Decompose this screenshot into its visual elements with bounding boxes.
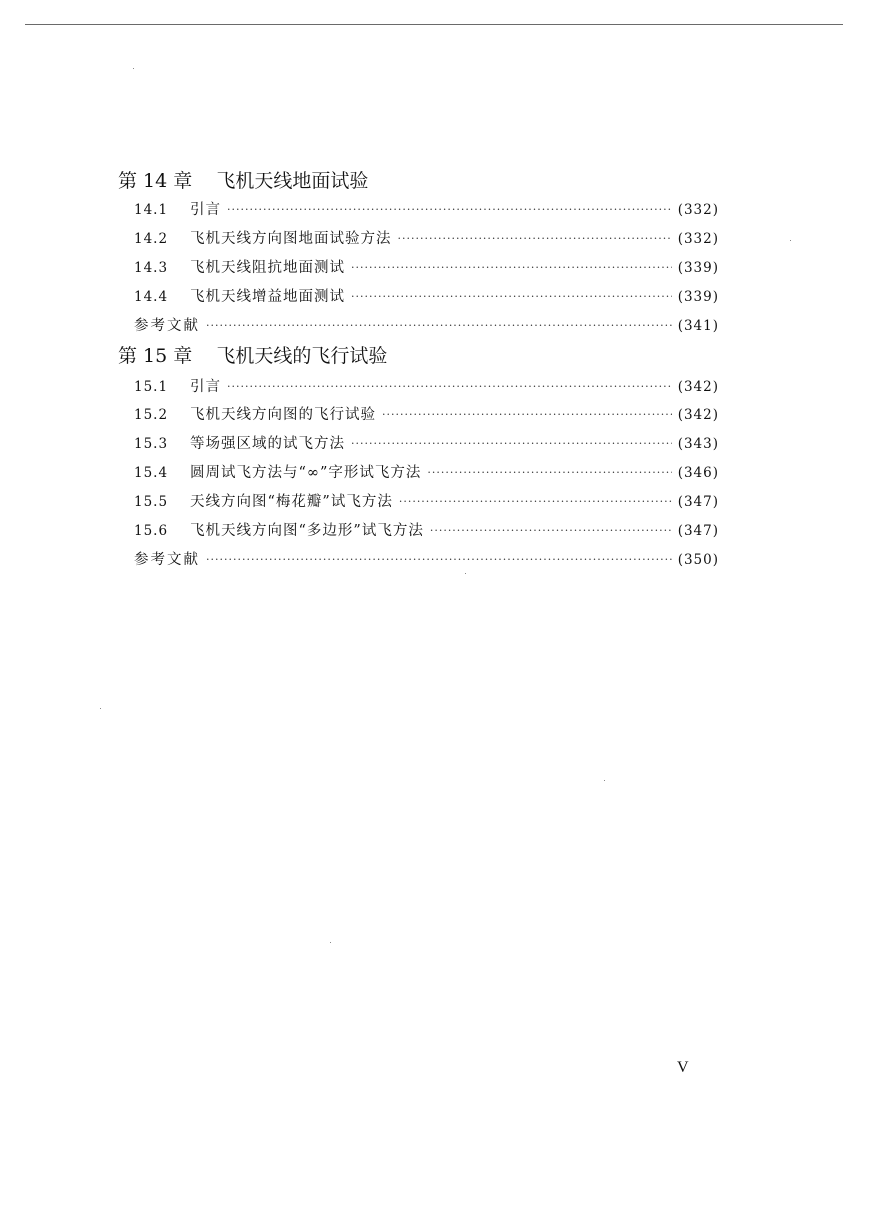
toc-entry[interactable] (134, 376, 719, 398)
dot-leader (227, 199, 672, 221)
section-number: 15.4 (134, 465, 169, 481)
scan-speck (100, 708, 101, 709)
section-number: 15.5 (134, 494, 169, 510)
page-number: (341) (677, 318, 719, 334)
scan-speck (604, 780, 605, 781)
section-number: 15.3 (134, 436, 169, 452)
section-number: 15.1 (134, 379, 169, 395)
section-number: 14.1 (134, 202, 169, 218)
dot-leader (398, 228, 672, 250)
dot-leader (351, 257, 672, 279)
chapter-heading[interactable] (118, 344, 387, 368)
dot-leader (399, 491, 672, 513)
page-number: (343) (677, 436, 719, 452)
page-number: (339) (677, 289, 719, 305)
toc-entry[interactable] (134, 199, 719, 221)
page-number: (342) (677, 407, 719, 423)
toc-entry[interactable] (134, 462, 719, 484)
toc-entry[interactable] (134, 286, 719, 308)
section-number: 15.6 (134, 523, 169, 539)
page-number: (350) (677, 552, 719, 568)
chapter-number: 第 15 章 (118, 345, 193, 367)
scan-speck (790, 240, 791, 241)
section-number: 14.3 (134, 260, 169, 276)
chapter-number: 第 14 章 (118, 170, 193, 192)
chapter-title: 飞机天线的飞行试验 (216, 345, 388, 367)
page-number: (347) (677, 523, 719, 539)
page-number: (346) (677, 465, 719, 481)
dot-leader (427, 462, 671, 484)
section-title: 飞机天线方向图“多边形”试飞方法 (190, 523, 424, 539)
section-title: 圆周试飞方法与“∞”字形试飞方法 (190, 465, 422, 481)
page-number: (339) (677, 260, 719, 276)
dot-leader (227, 376, 672, 398)
toc-entry[interactable] (134, 520, 719, 542)
dot-leader (206, 549, 672, 571)
scan-speck (133, 68, 134, 69)
section-title: 等场强区域的试飞方法 (190, 436, 345, 452)
section-number: 14.4 (134, 289, 169, 305)
section-title: 天线方向图“梅花瓣”试飞方法 (190, 494, 393, 510)
dot-leader (351, 433, 672, 455)
section-title: 参考文献 (134, 552, 200, 568)
page-number: (347) (677, 494, 719, 510)
section-title: 参考文献 (134, 318, 200, 334)
section-title: 飞机天线方向图的飞行试验 (190, 407, 376, 423)
dot-leader (351, 286, 672, 308)
chapter-title: 飞机天线地面试验 (216, 170, 369, 192)
header-rule (25, 24, 843, 25)
toc-entry-references[interactable] (134, 315, 719, 337)
section-number: 15.2 (134, 407, 169, 423)
page-folio: V (677, 1059, 689, 1076)
toc-entry[interactable] (134, 257, 719, 279)
section-number: 14.2 (134, 231, 169, 247)
toc-entry[interactable] (134, 228, 719, 250)
dot-leader (206, 315, 672, 337)
toc-entry[interactable] (134, 491, 719, 513)
section-title: 引言 (190, 202, 221, 218)
section-title: 飞机天线方向图地面试验方法 (190, 231, 392, 247)
dot-leader (382, 404, 672, 426)
toc-entry[interactable] (134, 433, 719, 455)
page-number: (342) (677, 379, 719, 395)
toc-entry-references[interactable] (134, 549, 719, 571)
dot-leader (430, 520, 672, 542)
scan-speck (465, 573, 466, 574)
section-title: 引言 (190, 379, 221, 395)
page-number: (332) (677, 202, 719, 218)
chapter-heading[interactable] (118, 169, 368, 193)
page-number: (332) (677, 231, 719, 247)
section-title: 飞机天线阻抗地面测试 (190, 260, 345, 276)
section-title: 飞机天线增益地面测试 (190, 289, 345, 305)
toc-entry[interactable] (134, 404, 719, 426)
scan-speck (330, 942, 331, 943)
